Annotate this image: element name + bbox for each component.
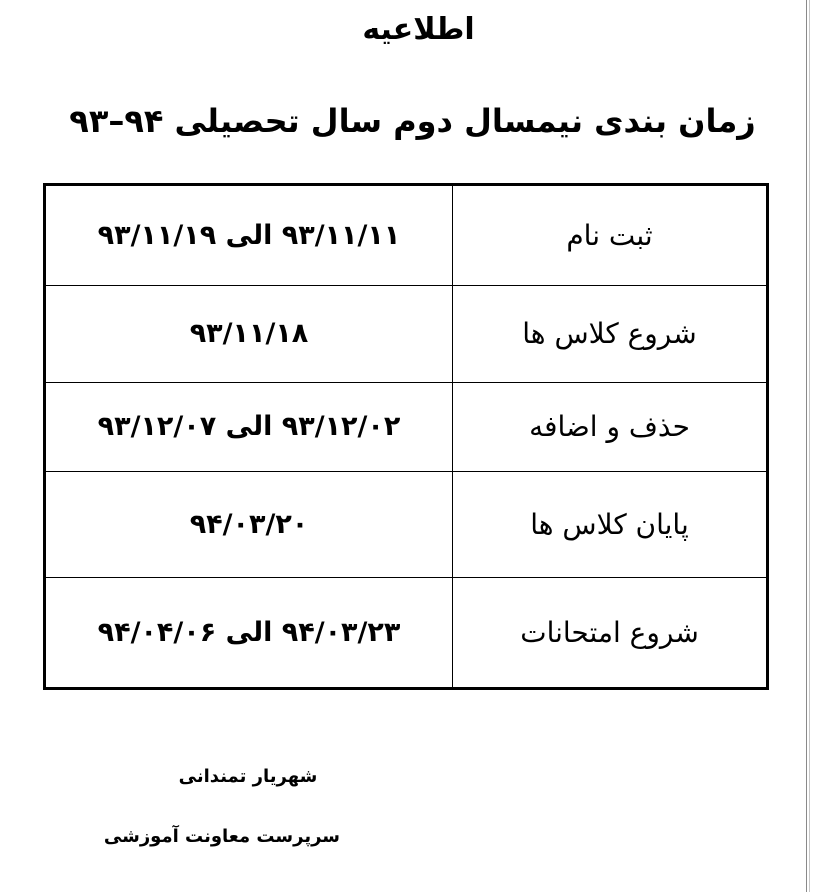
table-row — [45, 578, 768, 689]
schedule-date-cell: ۹۳/۱۱/۱۸ — [45, 285, 453, 383]
schedule-table — [43, 183, 769, 690]
signatory-name: شهریار تمندانی — [178, 766, 318, 787]
table-row — [45, 471, 768, 578]
table-row — [45, 285, 768, 383]
schedule-date-cell: ۹۳/۱۱/۱۱ الی ۹۳/۱۱/۱۹ — [45, 185, 453, 286]
schedule-date-cell: ۹۴/۰۳/۲۳ الی ۹۴/۰۴/۰۶ — [45, 578, 453, 689]
announcement-subtitle: زمان بندی نیمسال دوم سال تحصیلی ۹۴–۹۳ — [69, 102, 756, 140]
table-row — [45, 185, 768, 286]
schedule-label-cell: پایان کلاس ها — [453, 471, 768, 578]
announcement-title: اطلاعیه — [362, 12, 475, 47]
schedule-date-cell: ۹۳/۱۲/۰۲ الی ۹۳/۱۲/۰۷ — [45, 383, 453, 472]
table-row — [45, 383, 768, 472]
schedule-label-cell: ثبت نام — [453, 185, 768, 286]
schedule-label-cell: حذف و اضافه — [453, 383, 768, 472]
signatory-role: سرپرست معاونت آموزشی — [103, 826, 340, 847]
schedule-label-cell: شروع کلاس ها — [453, 285, 768, 383]
schedule-date-cell: ۹۴/۰۳/۲۰ — [45, 471, 453, 578]
schedule-label-cell: شروع امتحانات — [453, 578, 768, 689]
